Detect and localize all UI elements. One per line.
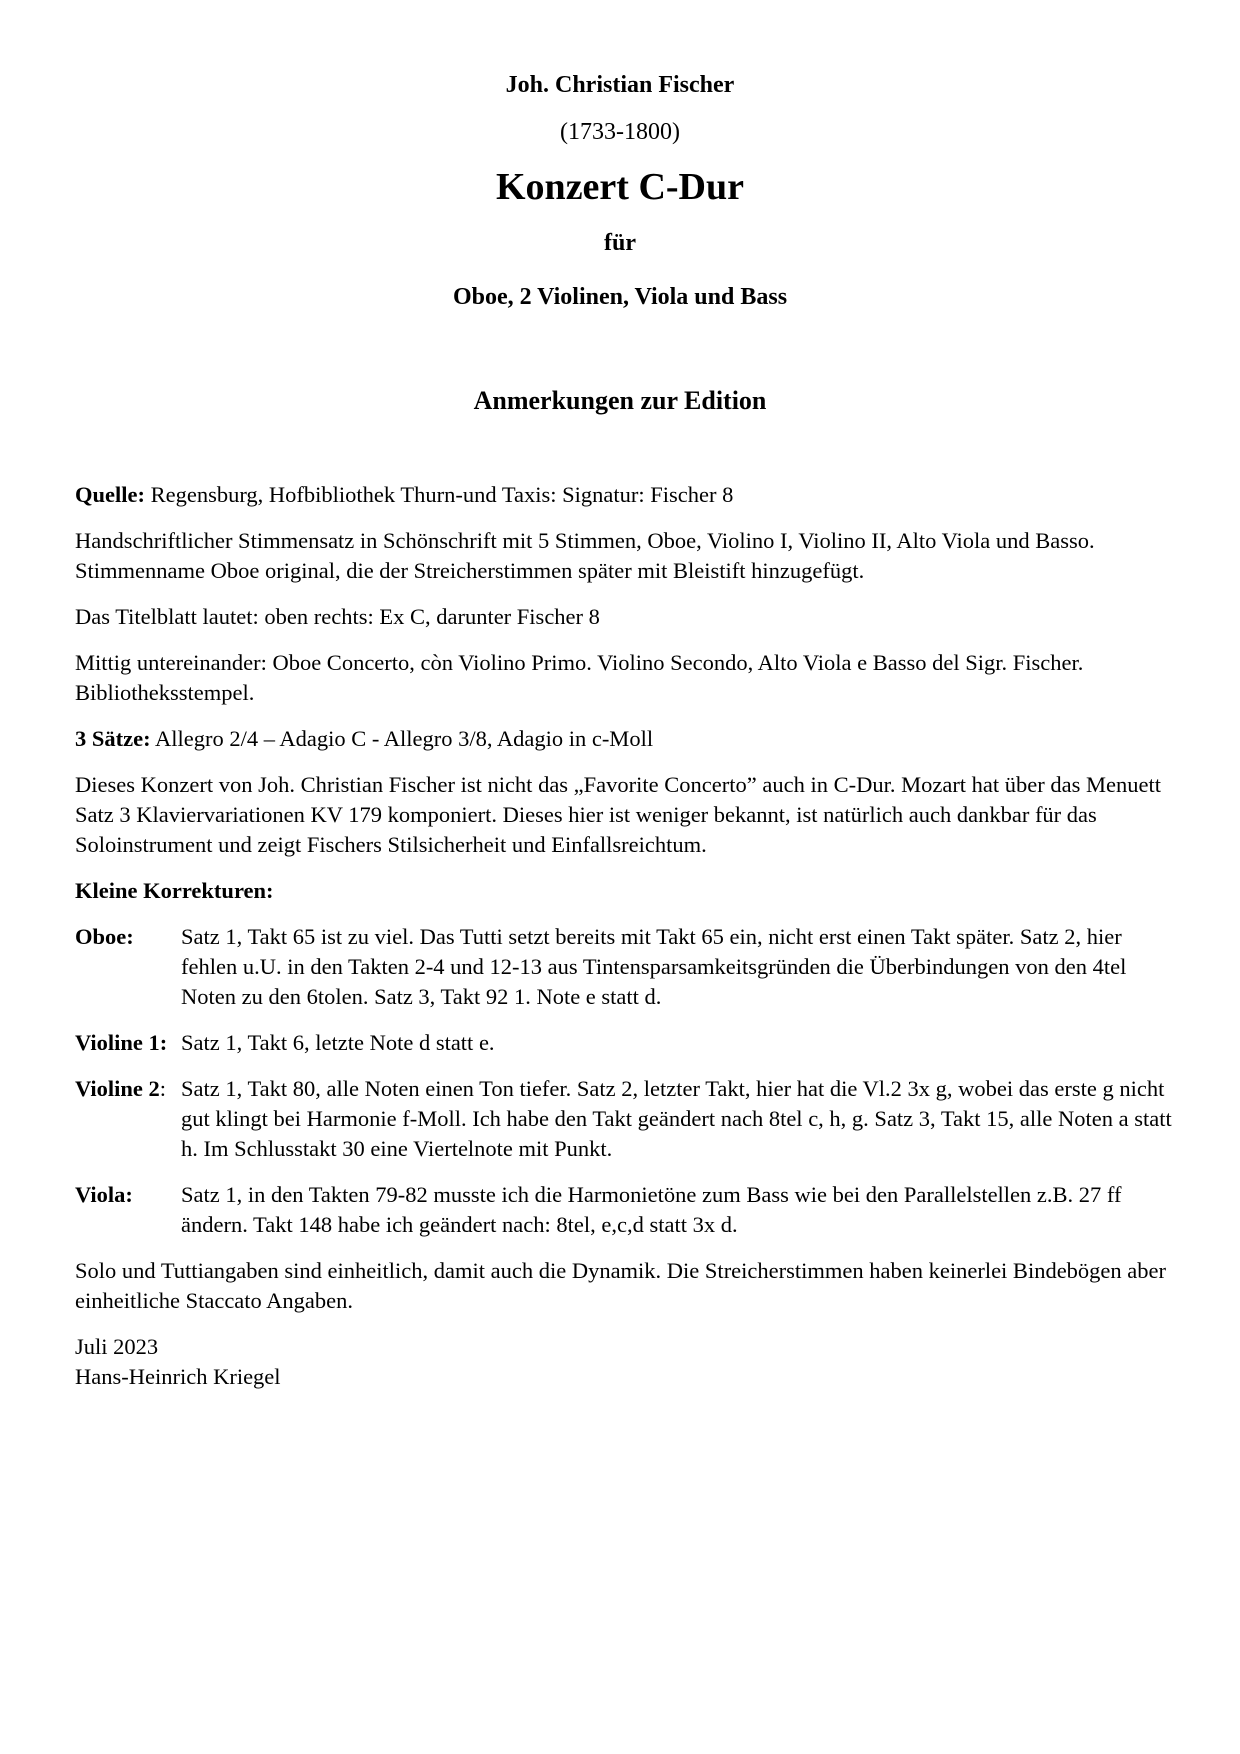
- movements-text: Allegro 2/4 – Adagio C - Allegro 3/8, Adagio in c-Moll: [150, 726, 654, 751]
- correction-viola: [75, 1180, 1175, 1240]
- correction-label: Viola:: [75, 1182, 133, 1207]
- notes-body: [75, 480, 1175, 1392]
- movements-paragraph: [75, 724, 1175, 754]
- concerto-paragraph: Dieses Konzert von Joh. Christian Fischer ist nicht das „Favorite Concerto” auch in C-Dur. Mozart hat über das Menuett Satz 3 Klaviervariationen KV 179 komponiert. Dieses hier ist weniger bekannt, ist natürlich auch dankbar für das Soloinstrument und zeigt Fischers Stilsicherheit und Einfallsreichtum.: [75, 772, 1161, 857]
- correction-oboe: [75, 922, 1175, 1012]
- signature-name: Hans-Heinrich Kriegel: [75, 1364, 281, 1389]
- source-paragraph: [75, 480, 1175, 510]
- source-label: Quelle:: [75, 482, 145, 507]
- title-page-paragraph: Das Titelblatt lautet: oben rechts: Ex C, darunter Fischer 8: [75, 604, 600, 629]
- movements-label: 3 Sätze:: [75, 726, 151, 751]
- correction-label-colon: :: [159, 1076, 167, 1101]
- correction-label: Violine 2: [75, 1076, 160, 1101]
- instrumentation: Oboe, 2 Violinen, Viola und Bass: [452, 284, 788, 310]
- correction-text: Satz 1, in den Takten 79-82 musste ich die Harmonietöne zum Bass wie bei den Parallelstellen z.B. 27 ff ändern. Takt 148 habe ich geändert nach: 8tel, e,c,d statt 3x d.: [181, 1182, 1122, 1237]
- centered-text-paragraph: Mittig untereinander: Oboe Concerto, còn Violino Primo. Violino Secondo, Alto Viola e Basso del Sigr. Fischer. Bibliotheksstempel.: [75, 650, 1084, 705]
- edition-notes-heading: Anmerkungen zur Edition: [473, 386, 767, 415]
- title-fuer: für: [604, 230, 636, 256]
- correction-label: Violine 1:: [75, 1030, 168, 1055]
- correction-text: Satz 1, Takt 80, alle Noten einen Ton tiefer. Satz 2, letzter Takt, hier hat die Vl.2 3x g, wobei das erste g nicht gut klingt bei Harmonie f-Moll. Ich habe den Takt geändert nach 8tel c, h, g. Satz 3, Takt 15, alle Noten a statt h. Im Schlusstakt 30 eine Viertelnote mit Punkt.: [181, 1076, 1172, 1161]
- correction-label: Oboe:: [75, 924, 134, 949]
- solo-tutti-paragraph: Solo und Tuttiangaben sind einheitlich, damit auch die Dynamik. Die Streicherstimmen haben keinerlei Bindebögen aber einheitliche Staccato Angaben.: [75, 1258, 1167, 1313]
- manuscript-paragraph: Handschriftlicher Stimmensatz in Schönschrift mit 5 Stimmen, Oboe, Violino I, Violino II, Alto Viola und Basso. Stimmenname Oboe original, die der Streicherstimmen später mit Bleistift hinzugefügt.: [75, 528, 1095, 583]
- composer-dates: (1733-1800): [560, 119, 680, 145]
- correction-label-wrap: [75, 1074, 181, 1164]
- correction-text: Satz 1, Takt 65 ist zu viel. Das Tutti setzt bereits mit Takt 65 ein, nicht erst einen Takt später. Satz 2, hier fehlen u.U. in den Takten 2-4 und 12-13 aus Tintensparsamkeitsgründen die Überbindungen von den 4tel Noten zu den 6tolen. Satz 3, Takt 92 1. Note e statt d.: [181, 924, 1127, 1009]
- composer-name: Joh. Christian Fischer: [505, 72, 735, 98]
- corrections-heading: Kleine Korrekturen:: [75, 878, 274, 903]
- correction-text: Satz 1, Takt 6, letzte Note d statt e.: [181, 1030, 495, 1055]
- work-title: Konzert C-Dur: [496, 166, 744, 208]
- correction-violine-1: [75, 1028, 1175, 1058]
- source-text: Regensburg, Hofbibliothek Thurn-und Taxis: Signatur: Fischer 8: [144, 482, 734, 507]
- signature-date: Juli 2023: [75, 1334, 159, 1359]
- correction-violine-2: [75, 1074, 1175, 1164]
